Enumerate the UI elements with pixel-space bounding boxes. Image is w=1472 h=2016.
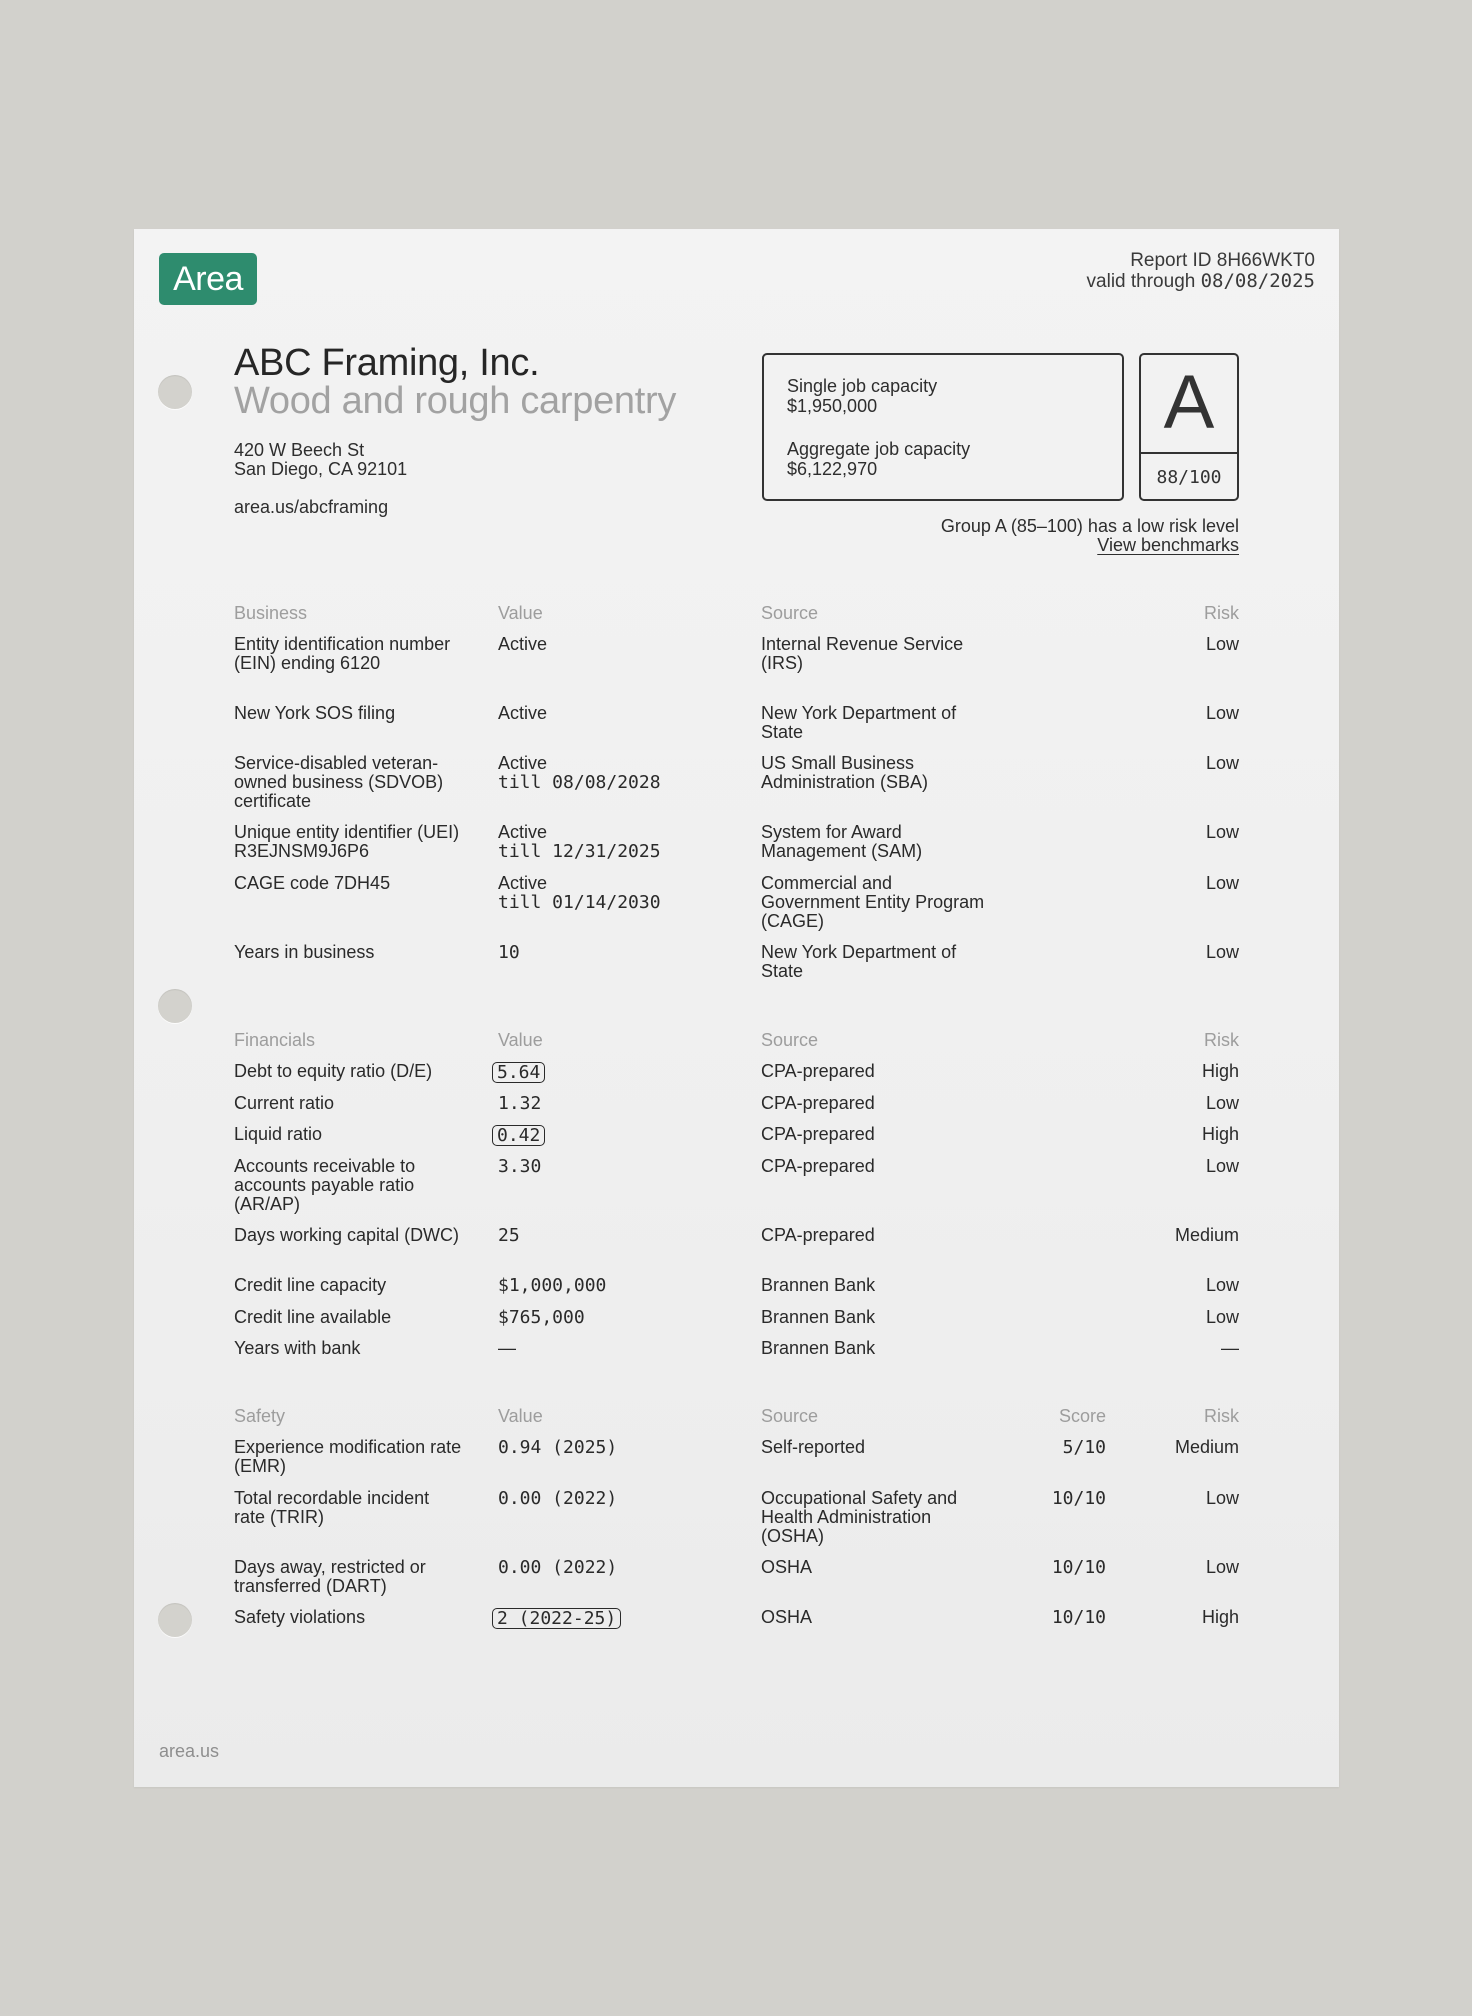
binder-hole-icon bbox=[158, 989, 192, 1023]
risk-grade-box bbox=[1139, 353, 1239, 501]
row-value: Active till 12/31/2025 bbox=[498, 822, 661, 862]
row-risk: Low bbox=[1205, 1557, 1239, 1577]
row-value: 0.94 (2025) bbox=[498, 1437, 618, 1458]
row-risk: High bbox=[1201, 1607, 1239, 1627]
company-profile-link[interactable]: area.us/abcframing bbox=[234, 497, 389, 517]
row-risk: — bbox=[1221, 1338, 1239, 1358]
row-source: Occupational Safety and Health Administration (OSHA) bbox=[761, 1488, 958, 1546]
row-label: Years in business bbox=[234, 942, 375, 962]
row-source: Commercial and Government Entity Program (CAGE) bbox=[761, 873, 985, 931]
row-value: Active bbox=[498, 634, 548, 654]
row-source: Internal Revenue Service (IRS) bbox=[761, 634, 964, 673]
company-name: ABC Framing, Inc. bbox=[234, 342, 540, 384]
flagged-value: 2 (2022-25) bbox=[492, 1608, 621, 1629]
report-page bbox=[134, 229, 1339, 1787]
binder-hole-icon bbox=[158, 1603, 192, 1637]
row-risk: Low bbox=[1205, 753, 1239, 773]
row-label: Service-disabled veteran-owned business (SDVOB) certificate bbox=[234, 753, 444, 811]
row-label: Total recordable incident rate (TRIR) bbox=[234, 1488, 430, 1527]
row-source: Self-reported bbox=[761, 1437, 866, 1457]
row-source: US Small Business Administration (SBA) bbox=[761, 753, 929, 792]
row-score: 10/10 bbox=[1051, 1607, 1106, 1628]
footer-url[interactable]: area.us bbox=[159, 1741, 220, 1761]
row-risk: High bbox=[1201, 1124, 1239, 1144]
row-source: System for Award Management (SAM) bbox=[761, 822, 923, 861]
col-header-value: Value bbox=[498, 1030, 543, 1050]
row-label: Credit line capacity bbox=[234, 1275, 387, 1295]
single-capacity: Single job capacity $1,950,000 bbox=[787, 376, 938, 416]
row-source: CPA-prepared bbox=[761, 1156, 875, 1176]
row-label: Liquid ratio bbox=[234, 1124, 323, 1144]
col-header-financials: Financials bbox=[234, 1030, 316, 1050]
row-source: OSHA bbox=[761, 1557, 813, 1577]
row-label: Debt to equity ratio (D/E) bbox=[234, 1061, 433, 1081]
capacity-box bbox=[762, 353, 1124, 501]
view-benchmarks-link[interactable]: View benchmarks bbox=[1097, 535, 1239, 555]
group-risk-text: Group A (85–100) has a low risk level bbox=[940, 516, 1239, 536]
row-source: New York Department of State bbox=[761, 942, 957, 981]
row-value: Active bbox=[498, 703, 548, 723]
flagged-value: 5.64 bbox=[492, 1062, 545, 1083]
row-label: Days working capital (DWC) bbox=[234, 1225, 460, 1245]
col-header-risk: Risk bbox=[1204, 1406, 1239, 1426]
row-source: New York Department of State bbox=[761, 703, 957, 742]
col-header-value: Value bbox=[498, 1406, 543, 1426]
row-risk: Low bbox=[1205, 1275, 1239, 1295]
report-id: Report ID 8H66WKT0 bbox=[1130, 250, 1315, 271]
row-risk: Low bbox=[1205, 1156, 1239, 1176]
row-value: 1.32 bbox=[498, 1093, 542, 1114]
row-value: 10 bbox=[498, 942, 520, 963]
col-header-score: Score bbox=[1058, 1406, 1106, 1426]
flagged-value: 0.42 bbox=[492, 1125, 545, 1146]
grade-score: 88/100 bbox=[1156, 467, 1222, 488]
company-trade: Wood and rough carpentry bbox=[234, 380, 677, 422]
divider bbox=[1141, 452, 1237, 454]
row-value: 0.00 (2022) bbox=[498, 1488, 618, 1509]
col-header-business: Business bbox=[234, 603, 308, 623]
col-header-risk: Risk bbox=[1204, 603, 1239, 623]
row-value: $1,000,000 bbox=[498, 1275, 607, 1296]
col-header-source: Source bbox=[761, 1406, 819, 1426]
row-risk: Low bbox=[1205, 1488, 1239, 1508]
row-label: CAGE code 7DH45 bbox=[234, 873, 391, 893]
row-risk: Low bbox=[1205, 634, 1239, 654]
row-score: 5/10 bbox=[1062, 1437, 1106, 1458]
row-risk: High bbox=[1201, 1061, 1239, 1081]
row-risk: Low bbox=[1205, 1307, 1239, 1327]
col-header-risk: Risk bbox=[1204, 1030, 1239, 1050]
binder-hole-icon bbox=[158, 375, 192, 409]
row-score: 10/10 bbox=[1051, 1557, 1106, 1578]
row-risk: Low bbox=[1205, 822, 1239, 842]
report-meta bbox=[1087, 251, 1315, 292]
row-source: Brannen Bank bbox=[761, 1338, 876, 1358]
col-header-source: Source bbox=[761, 1030, 819, 1050]
row-risk: Low bbox=[1205, 942, 1239, 962]
row-value: $765,000 bbox=[498, 1307, 585, 1328]
row-value: 25 bbox=[498, 1225, 520, 1246]
col-header-source: Source bbox=[761, 603, 819, 623]
company-address: 420 W Beech St San Diego, CA 92101 bbox=[234, 440, 408, 479]
row-source: OSHA bbox=[761, 1607, 813, 1627]
row-source: Brannen Bank bbox=[761, 1275, 876, 1295]
col-header-value: Value bbox=[498, 603, 543, 623]
row-risk: Low bbox=[1205, 873, 1239, 893]
row-risk: Low bbox=[1205, 703, 1239, 723]
row-source: CPA-prepared bbox=[761, 1061, 875, 1081]
row-label: New York SOS filing bbox=[234, 703, 396, 723]
row-value: 0.00 (2022) bbox=[498, 1557, 618, 1578]
row-value: Active till 08/08/2028 bbox=[498, 753, 661, 793]
row-label: Experience modification rate (EMR) bbox=[234, 1437, 462, 1476]
row-source: CPA-prepared bbox=[761, 1093, 875, 1113]
row-label: Accounts receivable to accounts payable ratio (AR/AP) bbox=[234, 1156, 416, 1214]
row-value: — bbox=[498, 1338, 516, 1358]
area-logo[interactable]: Area bbox=[159, 253, 257, 305]
row-label: Entity identification number (EIN) ending 6120 bbox=[234, 634, 451, 673]
grade-letter: A bbox=[1163, 360, 1215, 445]
row-source: Brannen Bank bbox=[761, 1307, 876, 1327]
row-source: CPA-prepared bbox=[761, 1124, 875, 1144]
row-value: Active till 01/14/2030 bbox=[498, 873, 661, 913]
row-label: Credit line available bbox=[234, 1307, 392, 1327]
row-risk: Low bbox=[1205, 1093, 1239, 1113]
valid-date: 08/08/2025 bbox=[1200, 270, 1315, 292]
row-label: Unique entity identifier (UEI) R3EJNSM9J6P6 bbox=[234, 822, 460, 861]
row-source: CPA-prepared bbox=[761, 1225, 875, 1245]
row-label: Safety violations bbox=[234, 1607, 366, 1627]
row-risk: Medium bbox=[1174, 1437, 1239, 1457]
row-value: 3.30 bbox=[498, 1156, 542, 1177]
row-risk: Medium bbox=[1174, 1225, 1239, 1245]
aggregate-capacity: Aggregate job capacity $6,122,970 bbox=[787, 439, 971, 479]
col-header-safety: Safety bbox=[234, 1406, 286, 1426]
row-score: 10/10 bbox=[1051, 1488, 1106, 1509]
row-label: Current ratio bbox=[234, 1093, 335, 1113]
row-label: Years with bank bbox=[234, 1338, 361, 1358]
row-label: Days away, restricted or transferred (DART) bbox=[234, 1557, 426, 1596]
report-validity: valid through 08/08/2025 bbox=[1086, 270, 1315, 292]
